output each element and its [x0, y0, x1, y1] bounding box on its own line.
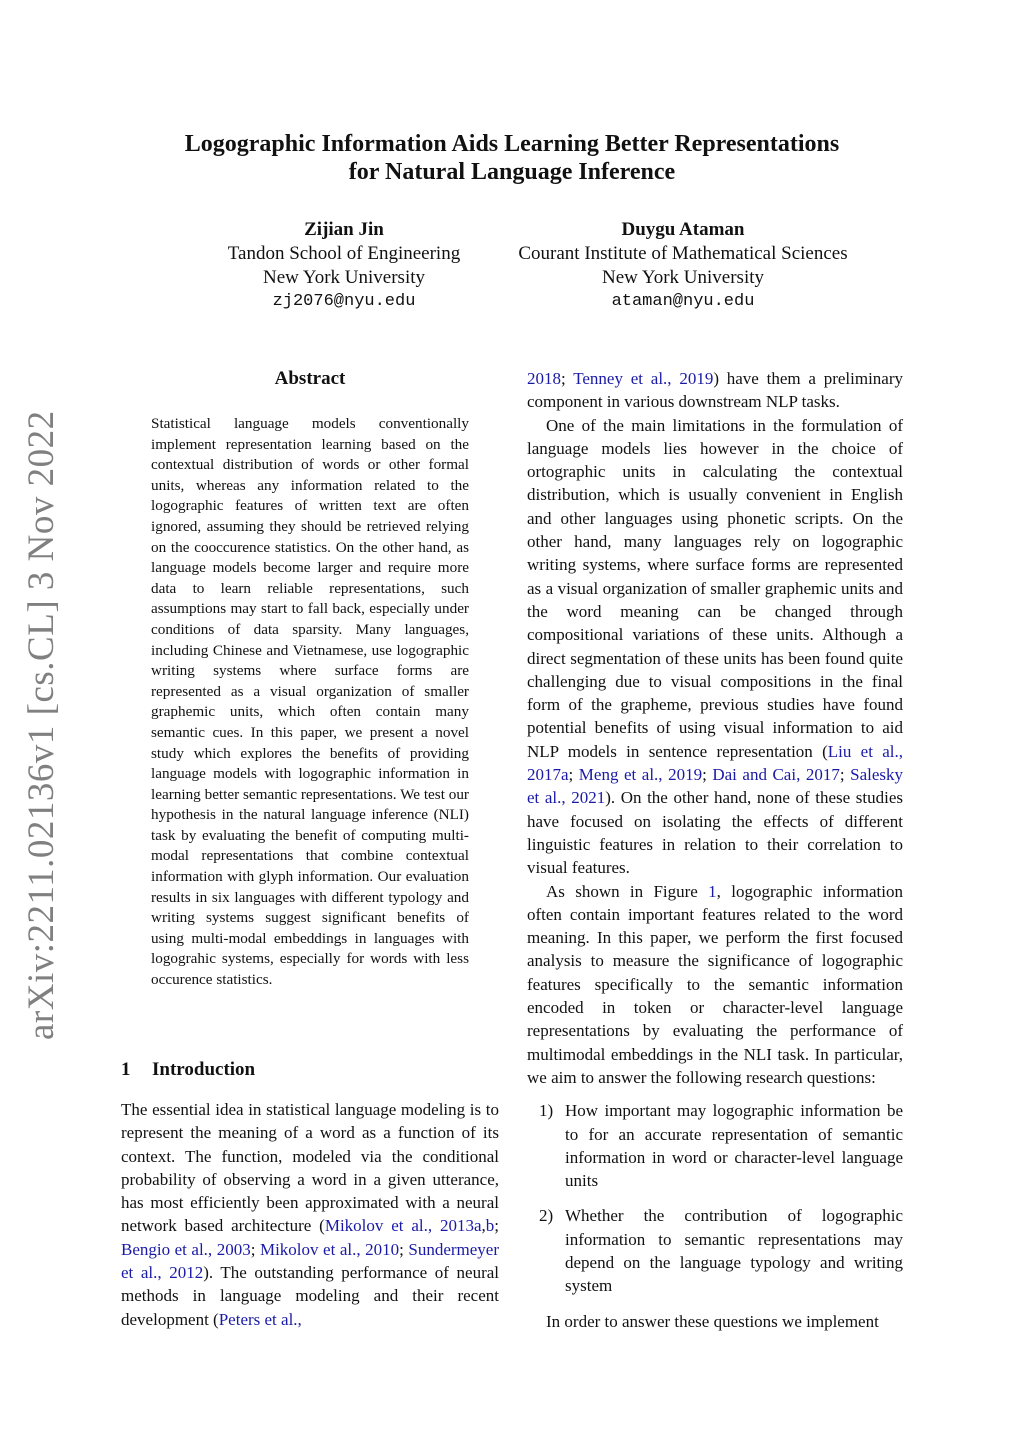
citation-link[interactable]: Dai and Cai, 2017: [712, 765, 840, 785]
intro-paragraph-2: [527, 414, 903, 880]
author-institution: New York University: [601, 267, 765, 288]
citation-link[interactable]: b: [485, 1216, 495, 1236]
citation-link[interactable]: Salesky et al., 2021: [527, 765, 903, 808]
list-label: 1): [539, 1101, 554, 1121]
body-text: One of the main limitations in the formulation of language models lies however in the choice of ortographic units in calculating the contextual distribution, which is usually convenient in English and other languages using phonetic scripts. On the other hand, many languages rely on logographic writing systems, where surface forms are represented as a visual organization of smaller graphemic units and the word meaning can be changed through compositional variations of these units. Although a direct segmentation of these units has been found quite challenging due to visual compositions in the final form of the grapheme, previous studies have found potential benefits of using visual information to aid NLP models in sentence representation (: [527, 415, 903, 761]
citation-link[interactable]: Meng et al., 2019: [578, 765, 703, 785]
intro-paragraph-1: [121, 1098, 499, 1331]
author-email[interactable]: zj2076@nyu.edu: [272, 292, 416, 311]
body-text: ). On the other hand, none of these studies have focused on isolating the effects of different linguistic features in relation to their correlation to visual features.: [527, 788, 903, 878]
body-text: As shown in Figure: [546, 881, 709, 901]
intro-paragraph-3: [527, 880, 903, 1090]
body-text: ;: [561, 369, 574, 388]
research-questions-list: [527, 1099, 903, 1297]
list-label: 2): [539, 1206, 554, 1226]
body-text: ) have them a preliminary component in various downstream NLP tasks.: [527, 369, 903, 412]
citation-link[interactable]: Liu et al., 2017a: [527, 741, 903, 785]
citation-link[interactable]: Mikolov et al., 2010: [259, 1239, 400, 1259]
section-number: 1: [121, 1059, 131, 1080]
list-item-text: How important may logographic information be to for an accurate representation of semantic information in word or character-level language units: [565, 1101, 903, 1191]
citation-link[interactable]: Tenney et al., 2019: [573, 369, 714, 388]
author-block-2: [488, 218, 878, 314]
author-institution: New York University: [262, 267, 426, 288]
citation-link[interactable]: 2018: [527, 369, 561, 388]
title-line-1: Logographic Information Aids Learning Better Representations: [184, 131, 840, 157]
author-email[interactable]: ataman@nyu.edu: [611, 292, 755, 311]
citation-link[interactable]: Sundermeyer et al., 2012: [121, 1239, 499, 1283]
section-heading-introduction: [121, 1058, 255, 1082]
body-text: ;: [250, 1239, 260, 1259]
citation-link[interactable]: Peters et al.,: [218, 1309, 302, 1329]
research-question-item: [527, 1099, 903, 1192]
body-text: ,: [481, 1216, 486, 1236]
intro-paragraph-4: In order to answer these questions we implement: [546, 1311, 879, 1331]
research-question-item: [527, 1204, 903, 1297]
title-line-2: for Natural Language Inference: [348, 159, 676, 185]
section-title: Introduction: [152, 1059, 256, 1080]
arxiv-identifier: arXiv:2211.02136v1 [cs.CL] 3 Nov 2022: [21, 410, 62, 1040]
body-text: , logographic information often contain important features related to the word meaning. In this paper, we perform the first focused analysis to measure the significance of logographic features specifically to the semantic information encoded in token or character-level language representations by evaluating the performance of multimodal embeddings in the NLI task. In particular, we aim to answer the following research questions:: [527, 881, 903, 1087]
list-item-text: Whether the contribution of logographic information to semantic representations may depend on the language typology and writing system: [565, 1206, 903, 1296]
paper-title: [100, 130, 924, 186]
body-text: ;: [399, 1239, 409, 1259]
author-affiliation: Courant Institute of Mathematical Sciences: [518, 243, 848, 264]
abstract-text: Statistical language models conventionally implement representation learning based on the contextual distribution of words or other formal units, whereas any information related to the logographic features of written text are often ignored, assuming they should be retrieved relying on the cooccurence statistics. On the other hand, as language models become larger and require more data to learn reliable representations, such assumptions may start to fall back, especially under conditions of data sparsity. Many languages, including Chinese and Vietnamese, use logographic writing systems where surface forms are represented as a visual organization of smaller graphemic units, which often contain many semantic cues. In this paper, we present a novel study which explores the benefits of providing language models with logographic information in learning better semantic representations. We test our hypothesis in the natural language inference (NLI) task by evaluating the benefit of computing multi-modal representations that combine contextual information with glyph information. Our evaluation results in six languages with different typology and writing systems suggest significant benefits of using multi-modal embeddings in languages with logograhic systems, especially for words with less occurence statistics.: [151, 415, 469, 989]
body-text: The essential idea in statistical language modeling is to represent the meaning of a word as a function of its context. The function, modeled via the conditional probability of observing a word in a given utterance, has most efficiently been approximated with a neural network based architecture (: [121, 1100, 499, 1236]
author-affiliation: Tandon School of Engineering: [227, 243, 461, 264]
body-text: ). The outstanding performance of neural methods in language modeling and their recent development (: [121, 1263, 499, 1329]
citation-link[interactable]: Mikolov et al., 2013a: [324, 1216, 482, 1236]
figure-reference-link[interactable]: 1: [708, 881, 717, 901]
author-name: Zijian Jin: [304, 219, 384, 240]
abstract-heading: Abstract: [274, 368, 346, 389]
body-text: ;: [702, 765, 713, 785]
body-text: ;: [568, 765, 579, 785]
body-text: ;: [494, 1216, 499, 1236]
author-name: Duygu Ataman: [621, 219, 745, 240]
body-text: ;: [839, 765, 851, 785]
right-column: [527, 367, 903, 1333]
citation-link[interactable]: Bengio et al., 2003: [121, 1239, 251, 1259]
intro-paragraph-1-continued: [527, 367, 903, 414]
author-block-1: [200, 218, 488, 314]
